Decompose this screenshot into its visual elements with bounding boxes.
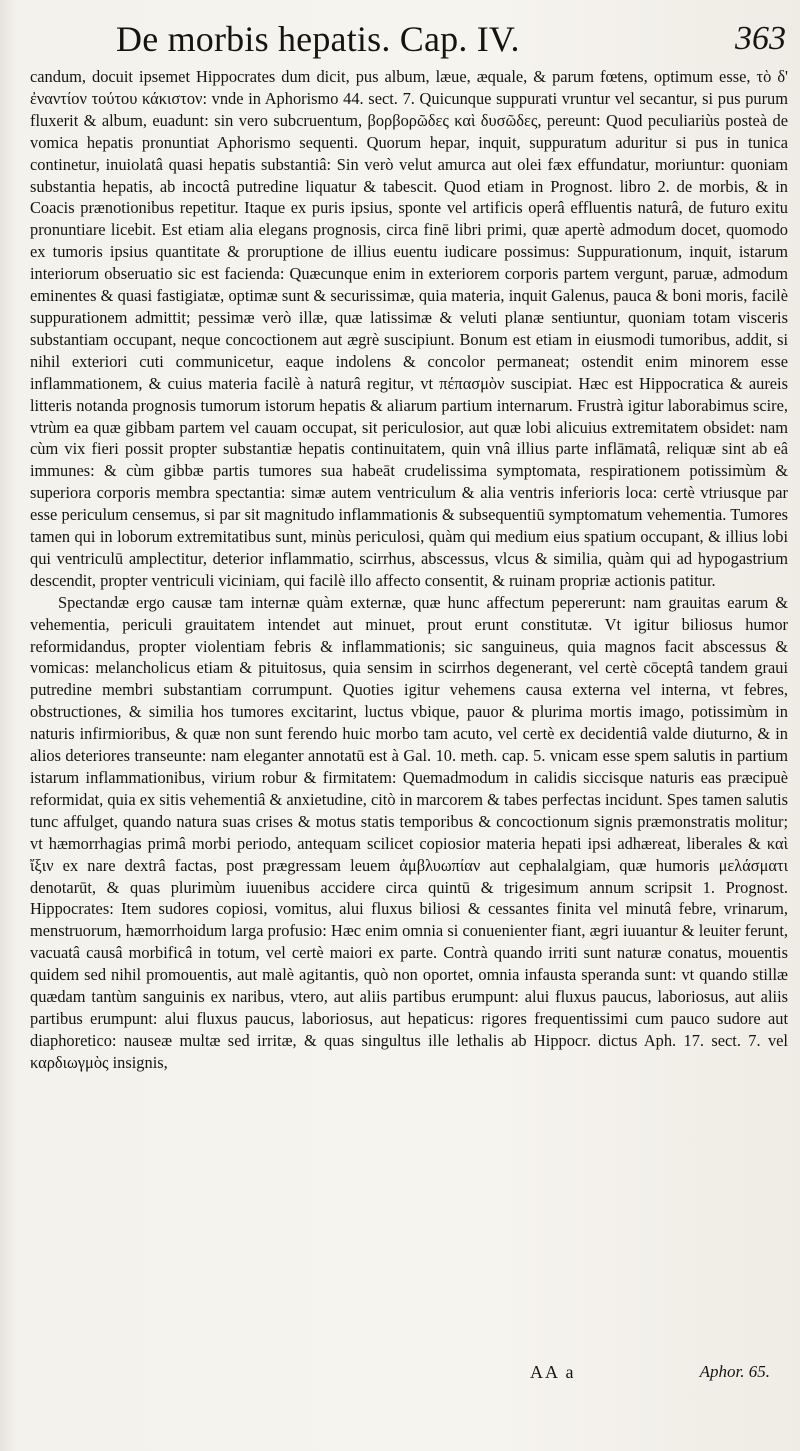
- running-head: De morbis hepatis. Cap. IV.: [116, 19, 520, 59]
- text-body: [30, 66, 788, 1352]
- signature-mark: AA a: [530, 1362, 576, 1382]
- catchword: Aphor. 65.: [699, 1362, 770, 1381]
- page-number: 363: [735, 20, 786, 57]
- paragraph-1: candum, docuit ipsemet Hippocrates dum dicit, pus album, læue, æquale, & parum fœtens, optimum esse, τὸ δ' ἐναντίον τούτου κάκιστον: vnde in Aphorismo 44. sect. 7. Quicunque suppurati vruntur vel secantur, si pus purum fluxerit & album, euadunt: sin vero subcruentum, βορβορῶδες καὶ δυσῶδες, pereunt: Quod peculiariùs posteà de vomica hepatis pronuntiat Aphorismo sequenti. Quorum hepar, inquit, suppuratum aduritur si pus in tunica continetur, inuiolatâ quasi hepatis substantiâ: Sin verò velut amurca aut olei fæx effundatur, moriuntur: quoniam substantia hepatis, ab incoctâ putredine liquatur & tabescit. Quod etiam in Prognost. libro 2. de morbis, & in Coacis prænotionibus repetitur. Itaque ex puris ipsius, sponte vel artificis operâ effluentis naturâ, de futuro exitu pronuntiare licebit. Est etiam alia elegans prognosis, circa finē libri primi, quæ apertè admodum docet, quomodo ex tumoris ipsius quantitate & proruptione de illius euentu iudicare possimus: Suppurationum, inquit, istarum interiorum obseruatio sic est facienda: Quæcunque enim in exteriorem corporis partem vergunt, paruæ, admodum eminentes & quasi fastigiatæ, optimæ sunt & securissimæ, quia materia, inquit Galenus, pauca & boni moris, facilè suppurationem admittit; pessimæ verò illæ, quæ latissimæ & veluti planæ sentiuntur, quoniam totam visceris substantiam occupant, neque concoctionem aut ægrè suscipiunt. Bonum est etiam in eiusmodi tumoribus, addit, si nihil exteriori cuti communicetur, eaque indolens & concolor permaneat; ostendit enim minorem esse inflammationem, & cuius materia facilè à naturâ regitur, vt πέπασμὸν suscipiat. Hæc est Hippocratica & aureis litteris notanda prognosis tumorum istorum hepatis & aliarum partium internarum. Frustrà igitur laborabimus scire, vtrùm ea quæ gibbam partem vel cauam occupat, sit periculosior, aut quæ lobi alicuius extremitatem obsidet: nam cùm vix fieri possit propter substantiæ hepatis continuitatem, quin vnâ illius parte inflāmatâ, reliquæ sint ab eâ immunes: & cùm gibbæ partis tumores sua habeāt crudelissima symptomata, respirationem potissimùm & superiora corporis membra spectantia: simæ autem ventriculum & alia ventris inferioris loca: certè vtriusque par esse periculum censemus, si par sit magnitudo inflammationis & subsequentiū symptomatum vehementia. Tumores tamen qui in loborum extremitatibus sunt, minùs periculosi, quàm qui medium eius spatium occupant, & illius lobi qui ventriculū amplectitur, deterior inflammatio, scirrhus, abscessus, vlcus & similia, quàm qui ad hypogastrium descendit, propter ventriculi viciniam, qui facilè illo affecto consentit, & ruinam propriæ actionis patitur.: [30, 67, 788, 590]
- page-footer: [30, 1362, 780, 1392]
- paragraph-2: Spectandæ ergo causæ tam internæ quàm externæ, quæ hunc affectum pepererunt: nam grauitas earum & vehementia, periculi grauitatem intendet aut minuet, prout erunt constitutæ. Vt igitur biliosus humor reformidandus, propter violentiam febris & inflammationis; sic sanguineus, quia magnos facit abscessus & vomicas: melancholicus etiam & pituitosus, quia sensim in scirrhos degenerant, vel certè cōceptâ tandem graui putredine membri substantiam corrumpunt. Quoties igitur vehemens causa externa vel interna, vt febres, obstructiones, & similia hos tumores excitarint, luctus vbique, pauor & plurima mortis imago, potissimùm in naturis infirmioribus, & quæ non sunt ferendo huic morbo tam acuto, vel certè ex decidentiâ valde diuturno, & in alios deteriores transeunte: nam eleganter annotatū est à Gal. 10. meth. cap. 5. vnicam esse spem salutis in partium istarum inflammationibus, virium robur & firmitatem: Quemadmodum in calidis siccisque naturis eas præcipuè reformidat, quia ex sitis vehementiâ & anxietudine, citò in marcorem & tabes perfectas incidunt. Spes tamen salutis tunc affulget, quando natura suas crises & motus statis temporibus & concoctionum signis præmonstratis molitur; vt hæmorrhagias primâ morbi periodo, antequam scilicet copiosior materia hepati ipsi adhæreat, liberales & καὶ ἴξιν ex nare dextrâ factas, post prægressam leuem ἀμβλυωπίαν aut cephalalgiam, quæ humoris μελάσματι denotarūt, & quas plurimùm iuuenibus accidere circa quintū & trigesimum annum scripsit 1. Prognost. Hippocrates: Item sudores copiosi, vomitus, alui fluxus biliosi & cessantes finita vel minutâ febre, vrinarum, menstruorum, hæmorrhoidum larga profusio: Hæc enim omnia si conuenienter fiant, ægri iuuantur & leuiter ferunt, vacuatâ causâ morbificâ in totum, vel certè maiori ex parte. Contrà quando irriti sunt naturæ conatus, mouentis quidem sed nihil promouentis, aut malè agitantis, quò non oportet, omnia infausta speranda sunt: vt quando stillæ quædam tantùm sanguinis ex naribus, vtero, aut aliis partibus erumpunt: alui fluxus paucus, laboriosus, aut aliis partibus erumpunt: alui fluxus paucus, laboriosus, aut hepaticus: rigores frequentissimi cum pauco sudore aut diaphoretico: nauseæ multæ sed irritæ, & quas singultus ille lethalis ab Hippocr. dictus Aph. 17. sect. 7. vel καρδιωγμὸς insignis,: [30, 592, 788, 1072]
- page-header: [116, 18, 786, 68]
